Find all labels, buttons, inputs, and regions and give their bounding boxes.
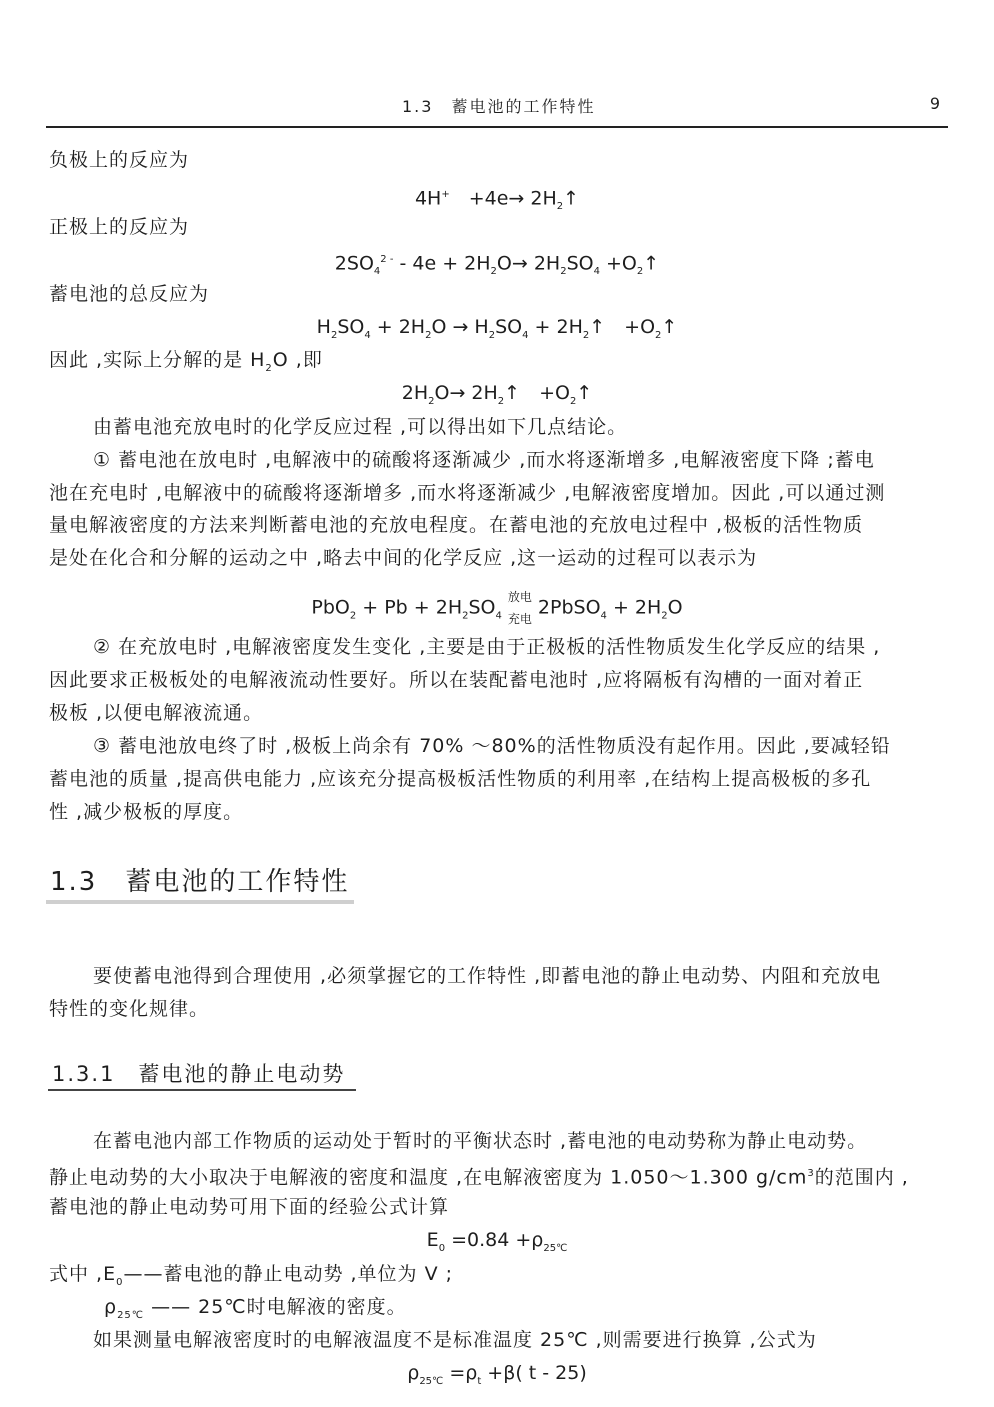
text-line: 负极上的反应为 [49, 149, 190, 171]
paragraph-line: 性 ,减少极板的厚度。 [49, 801, 244, 823]
definition-line: 式中 $,E_0——$蓄电池的静止电动势 ,单位为 V ; [49, 1263, 454, 1288]
paragraph: 由蓄电池充放电时的化学反应过程 ,可以得出如下几点结论。 [93, 416, 628, 438]
paragraph-line: 蓄电池的质量 ,提高供电能力 ,应该充分提高极板活性物质的利用率 ,在结构上提高极板的多孔 [49, 768, 872, 790]
equation-static-emf: $E_0 =0.84 +\rho_{25℃}$ [426, 1229, 568, 1254]
subsection-heading: 1.3.1 蓄电池的静止电动势 [52, 1062, 346, 1086]
paragraph-line: 要使蓄电池得到合理使用 ,必须掌握它的工作特性 ,即蓄电池的静止电动势、内阻和充放电 [93, 965, 882, 987]
section-heading-rule [46, 900, 354, 904]
definition-line: $\rho_{25℃}$ —— 25℃时电解液的密度。 [104, 1296, 407, 1321]
equation-negative-electrode: 4H+ $+4e\to 2H_2↑$ [414, 187, 580, 213]
paragraph-line: ③ 蓄电池放电终了时 ,极板上尚余有 70% ～80%的活性物质没有起作用。因此 ,要减轻铅 [93, 735, 891, 757]
page-number: 9 [929, 94, 940, 113]
text-line: 正极上的反应为 [49, 216, 190, 238]
paragraph-line: 蓄电池的静止电动势可用下面的经验公式计算 [49, 1196, 450, 1218]
paragraph-line: 极板 ,以便电解液流通。 [49, 702, 264, 724]
paragraph-line: 因此要求正极板处的电解液流动性要好。所以在装配蓄电池时 ,应将隔板有沟槽的一面对着正 [49, 669, 864, 691]
equation-water-decomposition: $2H_2O\to$ $2H_2↑$ $+O_2↑$ [401, 382, 593, 407]
reversible-arrow-labels: 放电 充电 [507, 590, 532, 626]
paragraph-line: ② 在充放电时 ,电解液密度发生变化 ,主要是由于正极板的活性物质发生化学反应的结果 , [93, 636, 881, 658]
paragraph-line: 量电解液密度的方法来判断蓄电池的充放电程度。在蓄电池的充放电过程中 ,极板的活性物质 [49, 514, 864, 536]
paragraph-line: 在蓄电池内部工作物质的运动处于暂时的平衡状态时 ,蓄电池的电动势称为静止电动势。 [93, 1130, 868, 1152]
text-line: 因此 ,实际上分解的是 $H_2O$ ,即 [49, 349, 323, 374]
equation-temperature-correction: $\rho_{25℃} =\rho_t +\beta$( t - 25) [407, 1362, 587, 1387]
text-line: 蓄电池的总反应为 [49, 283, 210, 305]
section-heading: 1.3 蓄电池的工作特性 [50, 867, 350, 897]
paragraph-line: ① 蓄电池在放电时 ,电解液中的硫酸将逐渐减少 ,而水将逐渐增多 ,电解液密度下降 ;蓄电 [93, 449, 875, 471]
equation-total-reaction: $H_2SO_4 + 2H_2O \to H_2SO_4$ + $2H_2↑$ $+O_2↑$ [316, 316, 678, 341]
subsection-heading-rule [48, 1089, 356, 1091]
paragraph-line: 特性的变化规律。 [49, 998, 210, 1020]
paragraph-line: 是处在化合和分解的运动之中 ,略去中间的化学反应 ,这一运动的过程可以表示为 [49, 547, 758, 569]
paragraph-line: 池在充电时 ,电解液中的硫酸将逐渐增多 ,而水将逐渐减少 ,电解液密度增加。因此 ,可以通过测 [49, 482, 886, 504]
equation-positive-electrode: $2SO_4^{2 -} - 4e + 2H_2O\to 2H_2SO_4$ $+O_2↑$ [334, 252, 660, 278]
paragraph-line: 静止电动势的大小取决于电解液的密度和温度 ,在电解液密度为 1.050～1.300 $g/cm^3$的范围内 , [49, 1166, 909, 1189]
equation-charge-discharge: $PbO_2 + Pb + 2H_2SO_4$ 放电 充电 2PbSO$_4$ + $2H_2O$ [0, 586, 994, 631]
running-header [46, 94, 948, 128]
header-title: 1.3 蓄电池的工作特性 [402, 97, 596, 116]
paragraph-line: 如果测量电解液密度时的电解液温度不是标准温度 25℃ ,则需要进行换算 ,公式为 [93, 1329, 817, 1351]
